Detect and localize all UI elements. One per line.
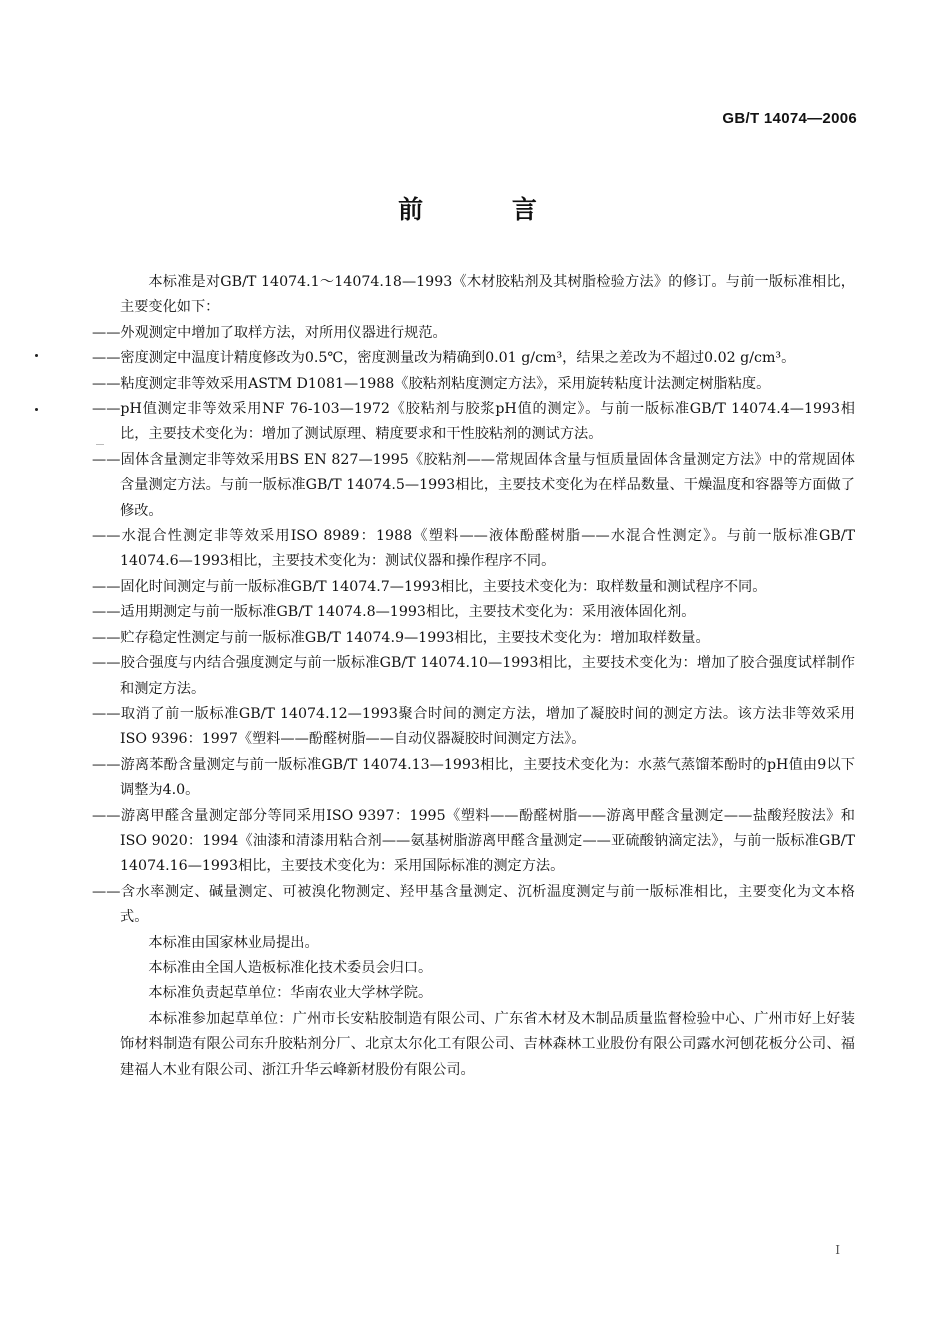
list-item: ——游离苯酚含量测定与前一版标准GB/T 14074.13—1993相比，主要技术变化为：水蒸气蒸馏苯酚时的pH值由9以下调整为4.0。 [92, 756, 855, 799]
list-item: ——水混合性测定非等效采用ISO 8989：1988《塑料——液体酚醛树脂——水混合性测定》。与前一版标准GB/T 14074.6—1993相比，主要技术变化为：测试仪器和操作程序不同。 [92, 528, 855, 570]
list-item: ——pH值测定非等效采用NF 76-103—1972《胶粘剂与胶浆pH值的测定》。与前一版标准GB/T 14074.4—1993相比，主要技术变化为：增加了测试原理、精度要求和干性胶粘剂的测试方法。 [92, 401, 855, 443]
page-title: 前 言 [398, 195, 577, 224]
list-item: ——取消了前一版标准GB/T 14074.12—1993聚合时间的测定方法，增加了凝胶时间的测定方法。该方法非等效采用ISO 9396：1997《塑料——酚醛树脂——自动仪器凝胶时间测定方法》。 [92, 705, 855, 748]
closing-paragraph: 本标准由全国人造板标准化技术委员会归口。 [148, 959, 433, 976]
scan-mark [96, 444, 104, 445]
list-item: ——含水率测定、碱量测定、可被溴化物测定、羟甲基含量测定、沉析温度测定与前一版标准相比，主要变化为文本格式。 [92, 883, 855, 926]
closing-paragraph: 本标准负责起草单位：华南农业大学林学院。 [148, 985, 433, 1002]
list-item: ——外观测定中增加了取样方法，对所用仪器进行规范。 [92, 324, 447, 341]
scan-mark [35, 408, 38, 411]
standard-code: GB/T 14074—2006 [722, 110, 857, 127]
closing-paragraph: 本标准参加起草单位：广州市长安粘胶制造有限公司、广东省木材及木制品质量监督检验中心、广州市好上好装饰材料制造有限公司东升胶粘剂分厂、北京太尔化工有限公司、吉林森林工业股份有限公司露水河刨花板分公司、福建福人木业有限公司、浙江升华云峰新材股份有限公司。 [120, 1010, 855, 1078]
scan-mark [35, 354, 38, 357]
page-number: I [835, 1243, 840, 1257]
list-item: ——贮存稳定性测定与前一版标准GB/T 14074.9—1993相比，主要技术变化为：增加取样数量。 [92, 629, 710, 646]
list-item: ——胶合强度与内结合强度测定与前一版标准GB/T 14074.10—1993相比，主要技术变化为：增加了胶合强度试样制作和测定方法。 [92, 655, 855, 697]
list-item: ——密度测定中温度计精度修改为0.5℃，密度测量改为精确到0.01 g/cm³，结果之差改为不超过0.02 g/cm³。 [92, 350, 796, 367]
list-item: ——适用期测定与前一版标准GB/T 14074.8—1993相比，主要技术变化为：采用液体固化剂。 [92, 604, 696, 621]
intro-paragraph: 本标准是对GB/T 14074.1～14074.18—1993《木材胶粘剂及其树脂检验方法》的修订。与前一版标准相比，主要变化如下： [120, 274, 855, 316]
list-item: ——游离甲醛含量测定部分等同采用ISO 9397：1995《塑料——酚醛树脂——游离甲醛含量测定——盐酸羟胺法》和ISO 9020：1994《油漆和清漆用粘合剂——氨基树脂游离甲醛含量测定——亚硫酸钠滴定法》，与前一版标准GB/T 14074.16—1993相比，主要技术变化为：采用国际标准的测定方法。 [92, 807, 855, 875]
list-item: ——固体含量测定非等效采用BS EN 827—1995《胶粘剂——常规固体含量与恒质量固体含量测定方法》中的常规固体含量测定方法。与前一版标准GB/T 14074.5—1993相比，主要技术变化为在样品数量、干燥温度和容器等方面做了修改。 [92, 451, 855, 519]
closing-paragraph: 本标准由国家林业局提出。 [148, 934, 319, 951]
list-item: ——粘度测定非等效采用ASTM D1081—1988《胶粘剂粘度测定方法》，采用旋转粘度计法测定树脂粘度。 [92, 375, 771, 392]
foreword-body [92, 270, 855, 1083]
list-item: ——固化时间测定与前一版标准GB/T 14074.7—1993相比，主要技术变化为：取样数量和测试程序不同。 [92, 578, 767, 595]
